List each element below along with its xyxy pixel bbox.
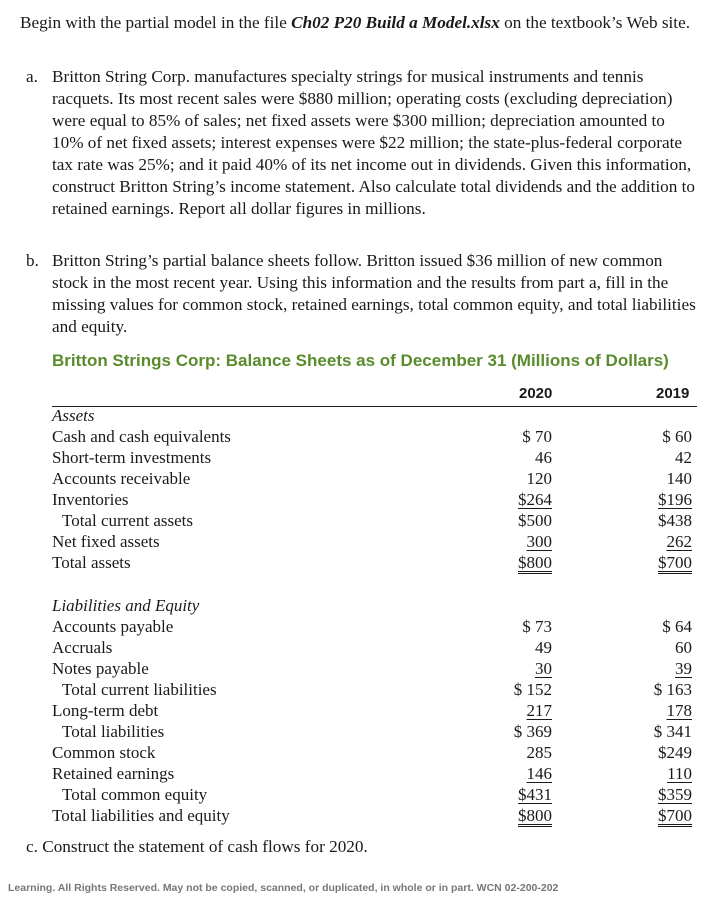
table-row	[52, 700, 697, 721]
table-row	[52, 742, 697, 763]
row-label: Common stock	[52, 743, 156, 762]
assets-heading-row	[52, 405, 697, 426]
table-row	[52, 426, 697, 447]
value-2020: 300	[526, 532, 552, 551]
table-title: Britton Strings Corp: Balance Sheets as of December 31 (Millions of Dollars)	[52, 351, 669, 370]
value-2020: $ 369	[513, 722, 552, 741]
table-row	[52, 763, 697, 784]
part-b	[20, 250, 700, 338]
value-2020: $ 152	[513, 680, 552, 699]
value-2019: 42	[675, 448, 692, 467]
value-2019: 140	[666, 469, 692, 488]
value-2019: $ 60	[662, 427, 692, 446]
value-2019: $ 341	[653, 722, 692, 741]
row-label: Accounts payable	[52, 617, 174, 636]
value-2019: $ 163	[653, 680, 692, 699]
row-label: Cash and cash equivalents	[52, 427, 231, 446]
row-label: Retained earnings	[52, 764, 175, 783]
row-label: Notes payable	[52, 659, 149, 678]
intro-after: on the textbook’s Web site.	[499, 13, 690, 32]
table-row	[52, 489, 697, 510]
value-2019: $359	[658, 785, 692, 804]
value-2019: $249	[658, 743, 692, 762]
value-2020: $431	[518, 785, 552, 804]
table-row	[52, 616, 697, 637]
row-label: Net fixed assets	[52, 532, 160, 551]
table-row	[52, 679, 697, 700]
value-2020: $800	[518, 553, 552, 572]
table-row	[52, 637, 697, 658]
table-row	[52, 510, 697, 531]
liabilities-heading-row	[52, 595, 697, 616]
row-label: Inventories	[52, 490, 129, 509]
table-row	[52, 468, 697, 489]
table-row	[52, 447, 697, 468]
part-c-text: Construct the statement of cash flows for 2020.	[42, 837, 368, 856]
value-2020: 30	[535, 659, 552, 678]
value-2019: 178	[666, 701, 692, 720]
table-row	[52, 721, 697, 742]
value-2020: 285	[526, 743, 552, 762]
value-2020: 146	[526, 764, 552, 783]
row-label: Long-term debt	[52, 701, 159, 720]
table-row	[52, 805, 697, 826]
value-2019: 262	[666, 532, 692, 551]
liabilities-heading: Liabilities and Equity	[52, 596, 200, 615]
value-2020: 49	[535, 638, 552, 657]
value-2020: $264	[518, 490, 552, 509]
table-row	[52, 784, 697, 805]
row-label: Total liabilities and equity	[52, 806, 230, 825]
value-2019: 110	[667, 764, 692, 783]
part-b-label: b.	[26, 251, 39, 270]
part-a-text: Britton String Corp. manufactures specialty strings for musical instruments and tennis racquets. Its most recent sales were $880 million; operating costs (excluding depreciation) were equal to 85% of sales; net fixed assets were $300 million; depreciation amounted to 10% of net fixed assets; interest expenses were $22 million; the state-plus-federal corporate tax rate was 25%; and it paid 40% of its net income out in dividends. Given this information, construct Britton String’s income statement. Also calculate total dividends and the addition to retained earnings. Report all dollar figures in millions.	[52, 67, 695, 218]
value-2020: $500	[518, 511, 552, 530]
row-label: Short-term investments	[52, 448, 212, 467]
value-2020: $ 70	[522, 427, 552, 446]
table-row	[52, 552, 697, 573]
row-label: Total common equity	[62, 785, 208, 804]
row-label: Total assets	[52, 553, 131, 572]
intro-filename: Ch02 P20 Build a Model.xlsx	[291, 13, 500, 32]
value-2019: $700	[658, 553, 692, 572]
intro-before: Begin with the partial model in the file	[20, 13, 292, 32]
row-label: Accounts receivable	[52, 469, 191, 488]
value-2019: $196	[658, 490, 692, 509]
copyright-footer: Learning. All Rights Reserved. May not be copied, scanned, or duplicated, in whole or in part. WCN 02-200-202	[8, 882, 559, 894]
value-2020: 46	[535, 448, 552, 467]
value-2019: $700	[658, 806, 692, 825]
row-label: Total liabilities	[62, 722, 165, 741]
intro-paragraph	[20, 12, 700, 34]
value-2019: $438	[658, 511, 692, 530]
part-b-text: Britton String’s partial balance sheets follow. Britton issued $36 million of new common stock in the most recent year. Using this information and the results from part a, fill in the missing values for common stock, retained earnings, total common equity, and total liabilities and equity.	[52, 251, 696, 336]
row-label: Accruals	[52, 638, 113, 657]
part-c-label: c.	[26, 837, 38, 856]
part-a	[20, 66, 700, 220]
table-row	[52, 658, 697, 679]
table-row	[52, 531, 697, 552]
value-2020: $ 73	[522, 617, 552, 636]
value-2020: $800	[518, 806, 552, 825]
part-c	[26, 837, 368, 857]
part-a-label: a.	[26, 67, 38, 86]
value-2020: 217	[526, 701, 552, 720]
row-label: Total current liabilities	[62, 680, 217, 699]
row-label: Total current assets	[62, 511, 193, 530]
column-header-2019: 2019	[656, 385, 690, 402]
value-2019: 60	[675, 638, 692, 657]
value-2019: 39	[675, 659, 692, 678]
assets-heading: Assets	[52, 406, 95, 425]
column-header-2020: 2020	[519, 385, 553, 402]
value-2020: 120	[526, 469, 552, 488]
value-2019: $ 64	[662, 617, 692, 636]
